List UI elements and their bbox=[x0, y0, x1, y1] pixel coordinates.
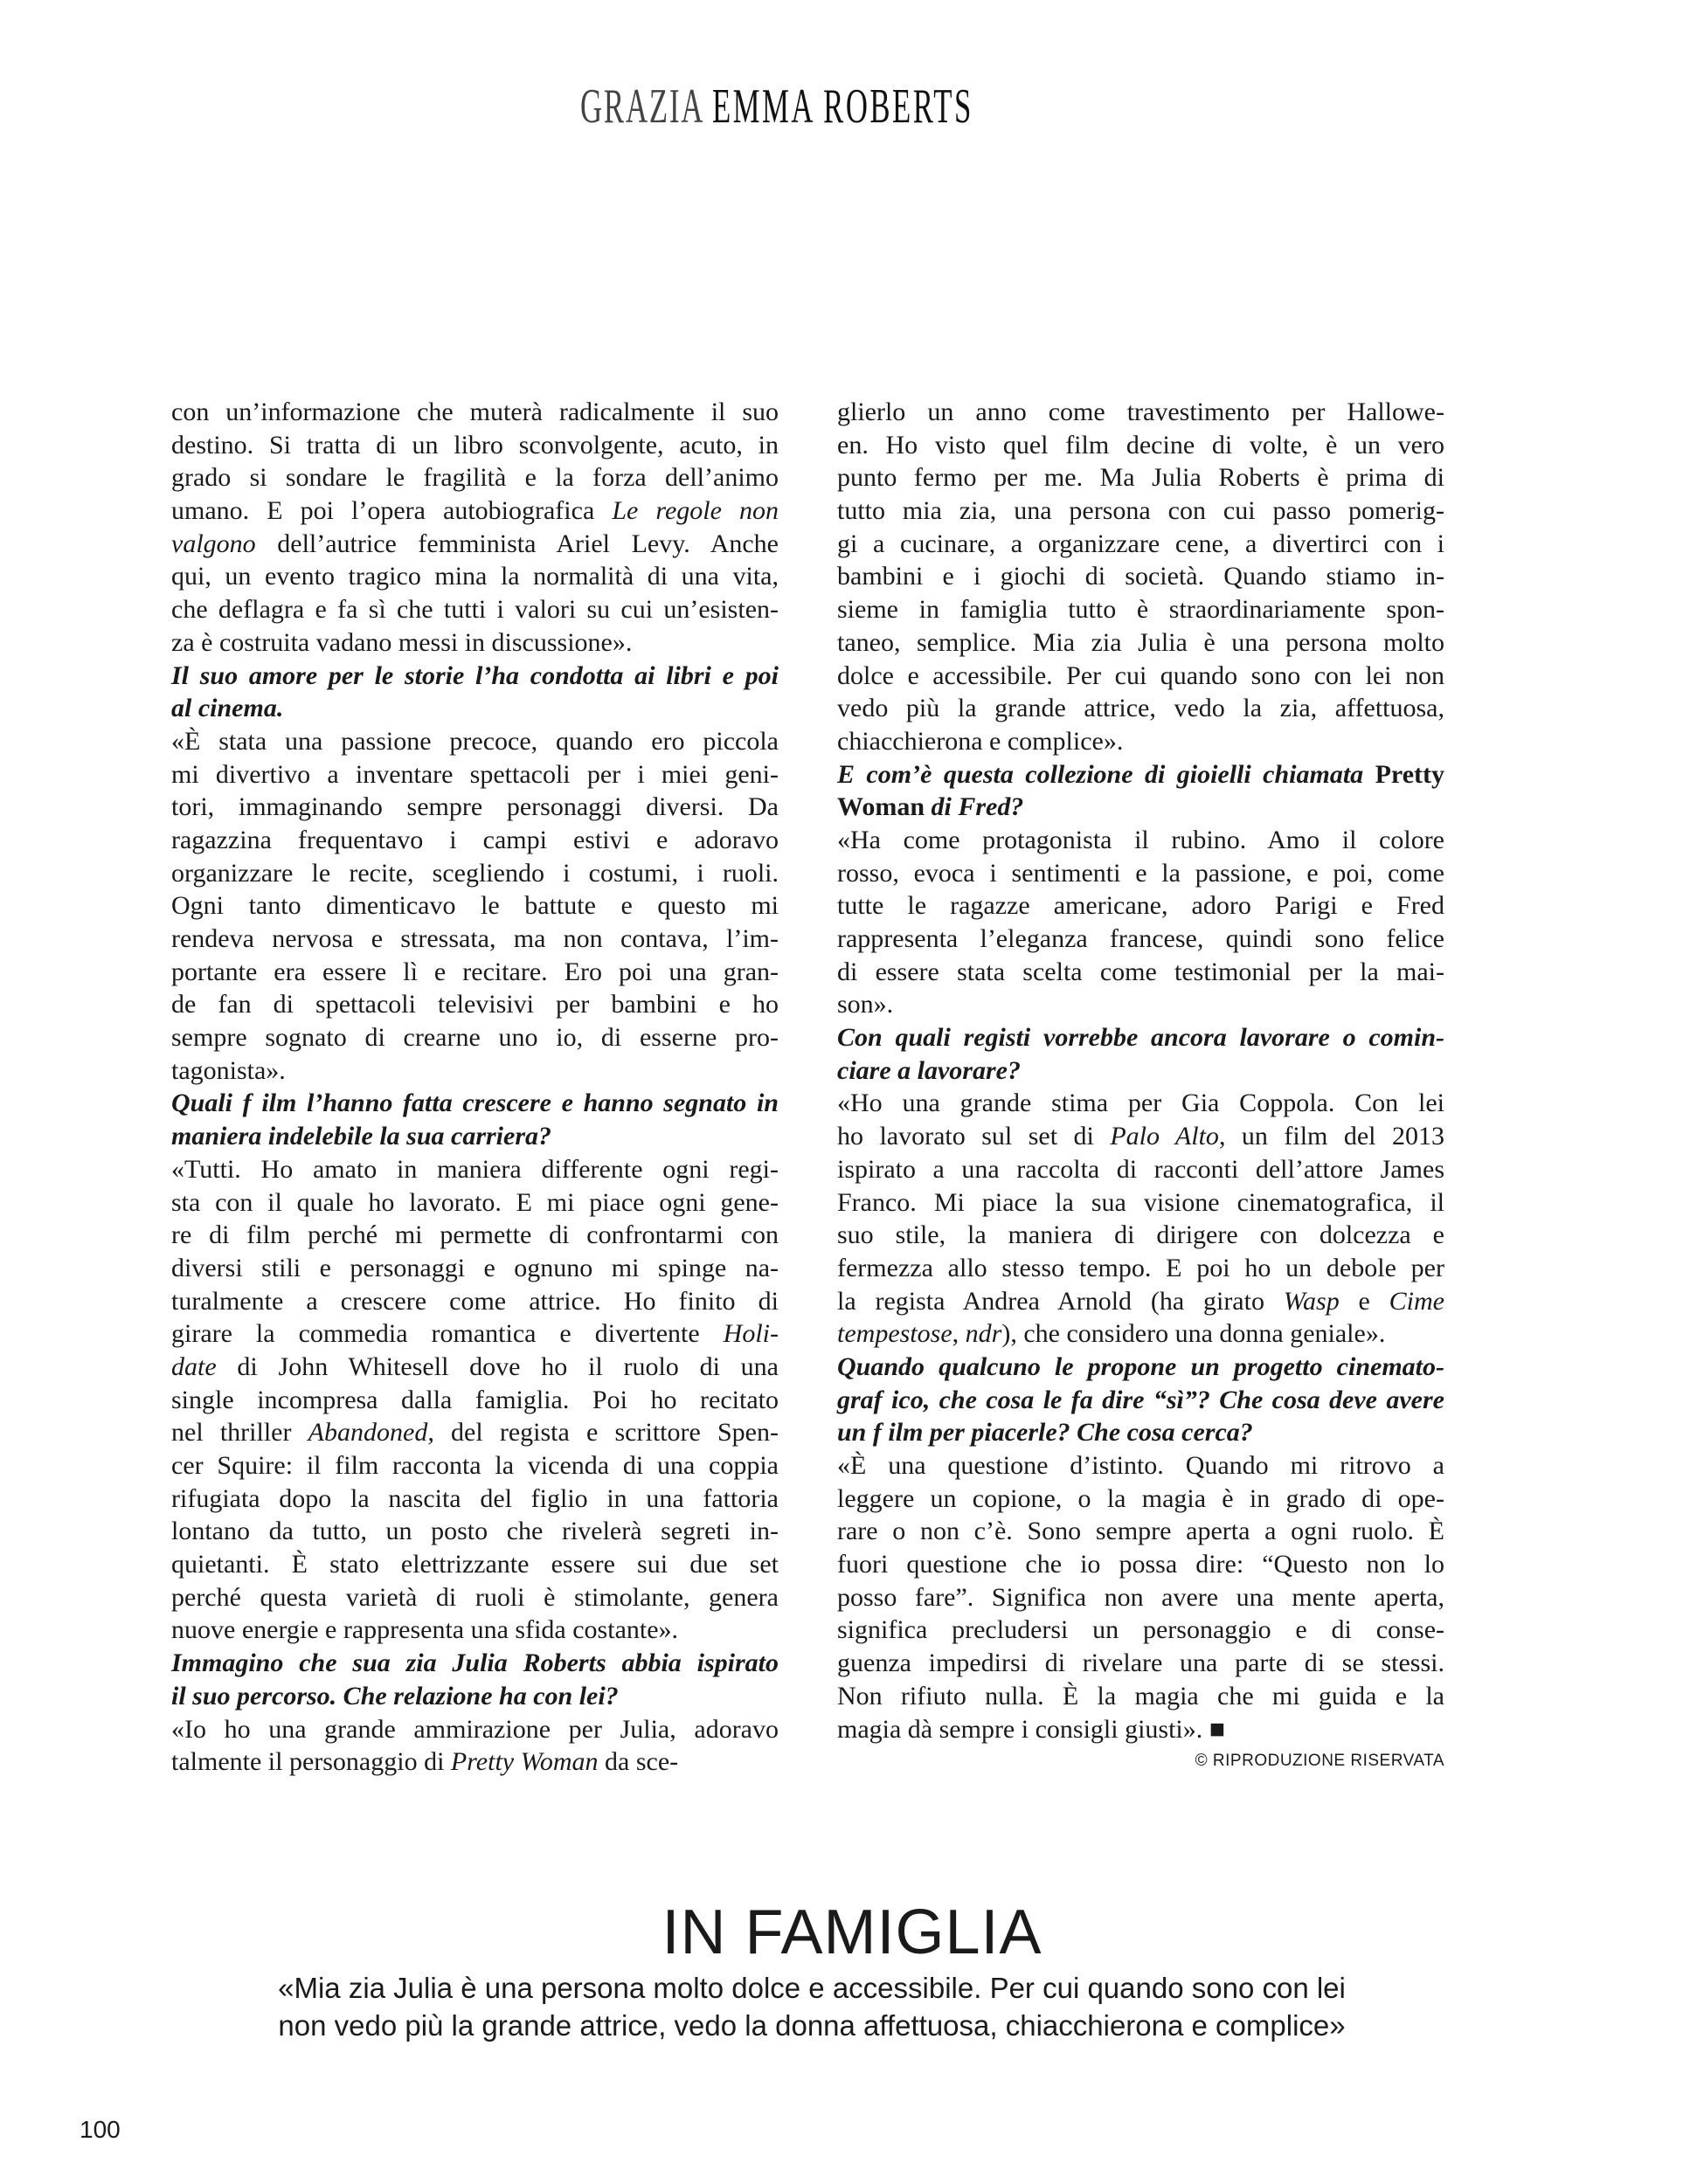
text-line bbox=[837, 1515, 1444, 1548]
body-text: bambini e i giochi di società. Quando stiamo in- bbox=[837, 562, 1444, 591]
body-text: taneo, semplice. Mia zia Julia è una persona molto bbox=[837, 627, 1444, 657]
body-text: organizzare le recite, scegliendo i costumi, i ruoli. bbox=[171, 858, 779, 888]
text-line bbox=[171, 1745, 779, 1779]
body-text: destino. Si tratta di un libro sconvolgente, acuto, in bbox=[171, 430, 779, 460]
body-text: umano. E poi l’opera autobiografica bbox=[171, 496, 613, 526]
text-line bbox=[171, 1548, 779, 1581]
body-text: «Ha come protagonista il rubino. Amo il colore bbox=[837, 825, 1444, 854]
text-line bbox=[837, 923, 1444, 956]
emphasis-text: Wasp bbox=[1283, 1286, 1340, 1316]
text-line bbox=[837, 1285, 1444, 1318]
pullquote-text bbox=[179, 1969, 1444, 2044]
question-text: Quando qualcuno le propone un progetto cinemato- bbox=[837, 1351, 1444, 1381]
text-line bbox=[837, 1252, 1444, 1285]
text-line bbox=[171, 494, 779, 528]
question-text: un f ilm per piacerle? Che cosa cerca? bbox=[837, 1418, 1253, 1448]
body-text: talmente il personaggio di bbox=[171, 1747, 451, 1777]
question-text: graf ico, che cosa le fa dire “sì”? Che cosa deve avere bbox=[837, 1385, 1444, 1414]
text-line bbox=[837, 1680, 1444, 1713]
body-text: da sce- bbox=[598, 1747, 679, 1777]
text-line bbox=[837, 494, 1444, 528]
text-line bbox=[837, 1087, 1444, 1120]
text-line bbox=[837, 1351, 1444, 1384]
text-line bbox=[837, 1317, 1444, 1351]
text-line bbox=[171, 824, 779, 857]
body-text: leggere un copione, o la magia è in grado di ope- bbox=[837, 1483, 1444, 1513]
text-line bbox=[171, 1186, 779, 1220]
text-line bbox=[837, 725, 1444, 758]
text-line bbox=[171, 660, 779, 693]
text-line bbox=[171, 1680, 779, 1713]
text-line bbox=[171, 1351, 779, 1384]
emphasis-text: Woman bbox=[837, 792, 925, 822]
text-line bbox=[171, 1384, 779, 1417]
text-line bbox=[837, 461, 1444, 494]
body-text: diversi stili e personaggi e ognuno mi spinge na- bbox=[171, 1253, 779, 1282]
body-text: turalmente a crescere come attrice. Ho finito di bbox=[171, 1286, 779, 1316]
text-line bbox=[171, 1252, 779, 1285]
body-text: «È stata una passione precoce, quando ero piccola bbox=[171, 726, 779, 756]
body-text: di essere stata scelta come testimonial per la mai- bbox=[837, 957, 1444, 986]
text-line bbox=[837, 1482, 1444, 1516]
text-line bbox=[171, 1647, 779, 1680]
body-text: rappresenta l’eleganza francese, quindi sono felice bbox=[837, 924, 1444, 953]
body-text: rosso, evoca i sentimenti e la passione, e poi, come bbox=[837, 858, 1444, 888]
text-line bbox=[171, 988, 779, 1021]
emphasis-text: Cime bbox=[1389, 1286, 1444, 1316]
text-line bbox=[837, 1384, 1444, 1417]
text-line bbox=[171, 429, 779, 462]
text-line bbox=[171, 1054, 779, 1088]
emphasis-text: date bbox=[171, 1351, 217, 1381]
pullquote-title: IN FAMIGLIA bbox=[662, 1897, 1042, 1967]
text-line bbox=[171, 1021, 779, 1054]
emphasis-text: tempestose bbox=[837, 1319, 952, 1349]
body-text: con un’informazione che muterà radicalmente il suo bbox=[171, 397, 779, 426]
text-line bbox=[171, 396, 779, 429]
pullquote-line: «Mia zia Julia è una persona molto dolce e accessibile. Per cui quando sono con lei bbox=[278, 1972, 1346, 2004]
body-text: fermezza allo stesso tempo. E poi ho un debole per bbox=[837, 1253, 1444, 1282]
body-text: vedo più la grande attrice, vedo la zia, affettuosa, bbox=[837, 694, 1444, 723]
body-text: la regista Andrea Arnold (ha girato bbox=[837, 1286, 1284, 1316]
text-line bbox=[837, 791, 1444, 824]
body-text: di John Whitesell dove ho il ruolo di una bbox=[216, 1351, 779, 1381]
text-line bbox=[171, 528, 779, 561]
text-line bbox=[171, 461, 779, 494]
body-text: rare o non c’è. Sono sempre aperta a ogni ruolo. È bbox=[837, 1517, 1444, 1546]
text-line bbox=[837, 1153, 1444, 1186]
text-line bbox=[837, 1021, 1444, 1054]
emphasis-text: Le regole non bbox=[612, 496, 779, 526]
copyright-notice: © RIPRODUZIONE RISERVATA bbox=[1195, 1752, 1444, 1770]
text-line bbox=[837, 528, 1444, 561]
body-text: «Ho una grande stima per Gia Coppola. Con lei bbox=[837, 1089, 1444, 1118]
page-number: 100 bbox=[80, 2116, 121, 2143]
article-column-right bbox=[837, 396, 1444, 1745]
body-text: girare la commedia romantica e divertente bbox=[171, 1319, 724, 1349]
text-line bbox=[837, 396, 1444, 429]
body-text: gi a cucinare, a organizzare cene, a divertirci con i bbox=[837, 529, 1444, 558]
text-line bbox=[171, 1087, 779, 1120]
body-text: portante era essere lì e recitare. Ero poi una gran- bbox=[171, 957, 779, 986]
text-line bbox=[171, 956, 779, 989]
body-text: guenza impedirsi di rivelare una parte di se stessi. bbox=[837, 1648, 1444, 1678]
body-text: nuove energie e rappresenta una sfida costante». bbox=[171, 1615, 679, 1645]
body-text: rifugiata dopo la nascita del figlio in una fattoria bbox=[171, 1483, 779, 1513]
body-text: single incompresa dalla famiglia. Poi ho recitato bbox=[171, 1385, 779, 1414]
text-line bbox=[171, 1219, 779, 1252]
body-text: perché questa varietà di ruoli è stimolante, genera bbox=[171, 1582, 779, 1612]
body-text: lontano da tutto, un posto che rivelerà segreti in- bbox=[171, 1517, 779, 1546]
question-text: Con quali registi vorrebbe ancora lavorare o comin- bbox=[837, 1023, 1444, 1053]
emphasis-text: Palo Alto bbox=[1110, 1122, 1219, 1151]
question-text: ciare a lavorare? bbox=[837, 1055, 1021, 1085]
text-line bbox=[837, 1713, 1444, 1746]
question-text: Il suo amore per le storie l’ha condotta ai libri e poi bbox=[171, 660, 779, 690]
body-text: tori, immaginando sempre personaggi diversi. Da bbox=[171, 792, 779, 822]
body-text: de fan di spettacoli televisivi per bambini e ho bbox=[171, 990, 779, 1019]
text-line bbox=[171, 1285, 779, 1318]
emphasis-text: Pretty bbox=[1375, 759, 1444, 789]
text-line bbox=[171, 626, 779, 660]
body-text: tagonista». bbox=[171, 1055, 286, 1085]
text-line bbox=[837, 1647, 1444, 1680]
body-text: son». bbox=[837, 990, 894, 1019]
body-text: glierlo un anno come travestimento per Hallowe- bbox=[837, 397, 1444, 426]
text-line bbox=[171, 692, 779, 725]
text-line bbox=[171, 1614, 779, 1647]
text-line bbox=[837, 1548, 1444, 1581]
body-text: , bbox=[952, 1319, 966, 1349]
text-line bbox=[837, 429, 1444, 462]
body-text: «È una questione d’istinto. Quando mi ritrovo a bbox=[837, 1451, 1444, 1480]
body-text: qui, un evento tragico mina la normalità di una vita, bbox=[171, 562, 779, 591]
text-line bbox=[837, 857, 1444, 890]
body-text: tutto mia zia, una persona con cui passo pomerig- bbox=[837, 496, 1444, 526]
text-line bbox=[837, 692, 1444, 725]
body-text: cer Squire: il film racconta la vicenda di una coppia bbox=[171, 1451, 779, 1480]
question-text: E com’è questa collezione di gioielli chiamata bbox=[837, 759, 1375, 789]
text-line bbox=[837, 1416, 1444, 1449]
magazine-brand: GRAZIA bbox=[580, 79, 705, 134]
text-line bbox=[837, 1449, 1444, 1482]
body-text: grado si sondare le fragilità e la forza dell’animo bbox=[171, 463, 779, 493]
body-text: quietanti. È stato elettrizzante essere sui due set bbox=[171, 1550, 779, 1579]
running-header bbox=[580, 80, 1035, 133]
text-line bbox=[171, 1120, 779, 1153]
body-text: sempre sognato di crearne uno io, di esserne pro- bbox=[171, 1023, 779, 1053]
text-line bbox=[171, 791, 779, 824]
body-text: dell’autrice femminista Ariel Levy. Anche bbox=[255, 529, 779, 558]
question-text: Quali f ilm l’hanno fatta crescere e hanno segnato in bbox=[171, 1089, 779, 1118]
body-text: nel thriller bbox=[171, 1418, 308, 1448]
emphasis-text: Holi- bbox=[723, 1319, 779, 1349]
text-line bbox=[837, 593, 1444, 626]
text-line bbox=[837, 626, 1444, 660]
text-line bbox=[171, 1482, 779, 1516]
body-text: za è costruita vadano messi in discussione». bbox=[171, 627, 633, 657]
body-text: Franco. Mi piace la sua visione cinematografica, il bbox=[837, 1187, 1444, 1217]
text-line bbox=[171, 857, 779, 890]
question-text: Immagino che sua zia Julia Roberts abbia ispirato bbox=[171, 1648, 779, 1678]
text-line bbox=[837, 956, 1444, 989]
text-line bbox=[837, 1614, 1444, 1647]
body-text: posso fare”. Significa non avere una mente aperta, bbox=[837, 1582, 1444, 1612]
body-text: Ogni tanto dimenticavo le battute e questo mi bbox=[171, 891, 779, 921]
text-line bbox=[837, 1186, 1444, 1220]
body-text: , un film del 2013 bbox=[1218, 1122, 1444, 1151]
body-text: fuori questione che io possa dire: “Questo non lo bbox=[837, 1550, 1444, 1579]
body-text: ho lavorato sul set di bbox=[837, 1122, 1111, 1151]
section-title: EMMA ROBERTS bbox=[711, 79, 973, 134]
emphasis-text: Pretty Woman bbox=[450, 1747, 599, 1777]
body-text: che deflagra e fa sì che tutti i valori su cui un’esisten- bbox=[171, 595, 779, 625]
text-line bbox=[171, 758, 779, 791]
text-line bbox=[171, 1449, 779, 1482]
question-text: il suo percorso. Che relazione ha con lei? bbox=[171, 1681, 619, 1711]
text-line bbox=[837, 1581, 1444, 1614]
body-text: suo stile, la maniera di dirigere con dolcezza e bbox=[837, 1220, 1444, 1250]
text-line bbox=[837, 824, 1444, 857]
body-text: del regista e scrittore Spen- bbox=[433, 1418, 779, 1448]
body-text: rendeva nervosa e stressata, ma non contava, l’im- bbox=[171, 924, 779, 953]
text-line bbox=[171, 593, 779, 626]
text-line bbox=[171, 1515, 779, 1548]
body-text: dolce e accessibile. Per cui quando sono con lei non bbox=[837, 660, 1444, 690]
question-text: maniera indelebile la sua carriera? bbox=[171, 1122, 551, 1151]
pullquote-line: non vedo più la grande attrice, vedo la donna affettuosa, chiacchierona e complice» bbox=[278, 2009, 1346, 2042]
body-text: ragazzina frequentavo i campi estivi e adoravo bbox=[171, 825, 779, 854]
text-line bbox=[171, 1416, 779, 1449]
question-text: di Fred? bbox=[925, 792, 1024, 822]
text-line bbox=[837, 1219, 1444, 1252]
text-line bbox=[837, 889, 1444, 923]
text-line bbox=[171, 1713, 779, 1746]
text-line bbox=[171, 923, 779, 956]
body-text: «Tutti. Ho amato in maniera differente ogni regi- bbox=[171, 1154, 779, 1184]
text-line bbox=[171, 1581, 779, 1614]
text-line bbox=[837, 988, 1444, 1021]
body-text: sta con il quale ho lavorato. E mi piace ogni gene- bbox=[171, 1187, 779, 1217]
question-text: al cinema. bbox=[171, 694, 284, 723]
text-line bbox=[837, 1120, 1444, 1153]
body-text: magia dà sempre i consigli giusti». ■ bbox=[837, 1714, 1225, 1744]
text-line bbox=[171, 1317, 779, 1351]
body-text: «Io ho una grande ammirazione per Julia, adoravo bbox=[171, 1714, 779, 1744]
text-line bbox=[171, 725, 779, 758]
article-column-left bbox=[171, 396, 779, 1779]
body-text: tutte le ragazze americane, adoro Parigi e Fred bbox=[837, 891, 1444, 921]
text-line bbox=[837, 1054, 1444, 1088]
body-text: mi divertivo a inventare spettacoli per i miei geni- bbox=[171, 759, 779, 789]
text-line bbox=[171, 560, 779, 593]
body-text: Non rifiuto nulla. È la magia che mi guida e la bbox=[837, 1681, 1444, 1711]
body-text: significa precludersi un personaggio e di conse- bbox=[837, 1615, 1444, 1645]
emphasis-text: valgono bbox=[171, 529, 256, 558]
text-line bbox=[171, 889, 779, 923]
body-text: re di film perché mi permette di confrontarmi con bbox=[171, 1220, 779, 1250]
body-text: chiacchierona e complice». bbox=[837, 726, 1124, 756]
body-text: e bbox=[1339, 1286, 1389, 1316]
text-line bbox=[171, 1153, 779, 1186]
body-text: punto fermo per me. Ma Julia Roberts è prima di bbox=[837, 463, 1444, 493]
emphasis-text: Abandoned, bbox=[308, 1418, 434, 1448]
body-text: ), che considero una donna geniale». bbox=[1001, 1319, 1386, 1349]
text-line bbox=[837, 660, 1444, 693]
body-text: sieme in famiglia tutto è straordinariamente spon- bbox=[837, 595, 1444, 625]
emphasis-text: ndr bbox=[965, 1319, 1002, 1349]
text-line bbox=[837, 758, 1444, 791]
text-line bbox=[837, 560, 1444, 593]
body-text: ispirato a una raccolta di racconti dell’attore James bbox=[837, 1154, 1444, 1184]
body-text: en. Ho visto quel film decine di volte, è un vero bbox=[837, 430, 1444, 460]
